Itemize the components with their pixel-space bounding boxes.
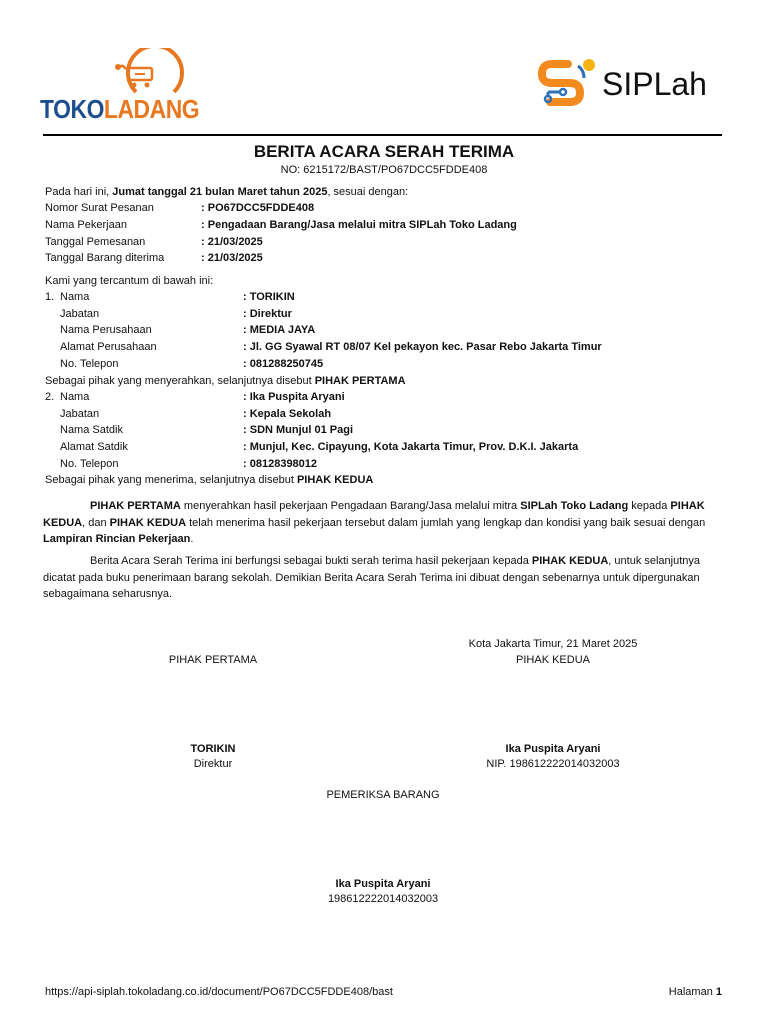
party1-label: Nama [60, 291, 90, 303]
party2-value: : Ika Puspita Aryani [243, 391, 345, 403]
intro-line [45, 185, 408, 199]
order-label: Nama Pekerjaan [45, 219, 127, 231]
order-label: Tanggal Pemesanan [45, 236, 146, 248]
party2-label: No. Telepon [60, 458, 119, 470]
intro-suffix: , sesuai dengan: [327, 186, 409, 198]
signature-right-title: PIHAK KEDUA [516, 654, 590, 666]
intro-date: Jumat tanggal 21 bulan Maret tahun 2025 [112, 186, 328, 198]
party1-value: : 081288250745 [243, 358, 324, 370]
party2-number: 2. [45, 391, 55, 403]
order-value: : 21/03/2025 [201, 236, 263, 248]
party1-label: No. Telepon [60, 358, 119, 370]
document-number: NO: 6215172/BAST/PO67DCC5FDDE408 [280, 164, 488, 176]
siplah-logo-text: SIPLah [602, 66, 707, 102]
siplah-logo [538, 56, 728, 112]
order-value: : 21/03/2025 [201, 252, 263, 264]
party1-value: : Direktur [243, 308, 292, 320]
logo-text-toko: TOKO [40, 94, 104, 124]
document-title: BERITA ACARA SERAH TERIMA [253, 142, 515, 161]
party1-label: Nama Perusahaan [60, 324, 152, 336]
tokoladang-logo [40, 48, 220, 128]
handover-paragraph: PIHAK PERTAMA menyerahkan hasil pekerjaan Pengadaan Barang/Jasa melalui mitra SIPLah Toko Ladang kepada PIHAK KEDUA, dan PIHAK KEDUA telah menerima hasil pekerjaan tersebut dalam jumlah yang lengkap dan kondisi yang baik sesuai dengan Lampiran Rincian Pekerjaan. [43, 500, 706, 545]
signature-left-role: Direktur [193, 758, 233, 770]
signature-right-nip: NIP. 198612222014032003 [486, 758, 620, 770]
logo-text-ladang: LADANG [103, 94, 200, 124]
party1-value: : MEDIA JAYA [243, 324, 316, 336]
party2-label: Alamat Satdik [60, 441, 128, 453]
signature-place-date: Kota Jakarta Timur, 21 Maret 2025 [468, 638, 638, 650]
order-label: Tanggal Barang diterima [45, 252, 165, 264]
signature-right-name: Ika Puspita Aryani [505, 743, 601, 755]
party1-note: Sebagai pihak yang menyerahkan, selanjutnya disebut PIHAK PERTAMA [45, 375, 406, 387]
party2-value: : SDN Munjul 01 Pagi [243, 424, 354, 436]
parties-intro: Kami yang tercantum di bawah ini: [45, 275, 214, 287]
party1-label: Jabatan [60, 308, 100, 320]
party2-label: Nama [60, 391, 90, 403]
order-label: Nomor Surat Pesanan [45, 202, 154, 214]
party1-value: : TORIKIN [243, 291, 295, 303]
footer-page: Halaman 1 [668, 986, 722, 998]
signature-left-name: TORIKIN [190, 743, 236, 755]
order-value: : Pengadaan Barang/Jasa melalui mitra SIPLah Toko Ladang [201, 219, 517, 231]
party1-value: : Jl. GG Syawal RT 08/07 Kel pekayon kec. Pasar Rebo Jakarta Timur [243, 341, 602, 353]
intro-prefix: Pada hari ini, [45, 186, 113, 198]
signature-left-title: PIHAK PERTAMA [168, 654, 258, 666]
checker-name: Ika Puspita Aryani [335, 878, 431, 890]
party2-note: Sebagai pihak yang menerima, selanjutnya disebut PIHAK KEDUA [45, 474, 374, 486]
footer-url: https://api-siplah.tokoladang.co.id/document/PO67DCC5FDDE408/bast [45, 986, 393, 998]
siplah-s-icon [538, 56, 600, 110]
party2-value: : Kepala Sekolah [243, 408, 332, 420]
purpose-paragraph: Berita Acara Serah Terima ini berfungsi sebagai bukti serah terima hasil pekerjaan kepada PIHAK KEDUA, untuk selanjutnya dicatat pada buku penerimaan barang sekolah. Demikian Berita Acara Serah Terima ini dibuat dengan sebenarnya untuk dipergunakan sebagaimana seharusnya. [43, 555, 701, 600]
party1-number: 1. [45, 291, 55, 303]
order-value: : PO67DCC5FDDE408 [201, 202, 315, 214]
party2-label: Nama Satdik [60, 424, 123, 436]
party2-label: Jabatan [60, 408, 100, 420]
checker-id: 198612222014032003 [327, 893, 439, 905]
party2-value: : 08128398012 [243, 458, 318, 470]
header-rule [43, 134, 722, 136]
party2-value: : Munjul, Kec. Cipayung, Kota Jakarta Timur, Prov. D.K.I. Jakarta [243, 441, 579, 453]
party1-label: Alamat Perusahaan [60, 341, 157, 353]
checker-title: PEMERIKSA BARANG [326, 789, 440, 801]
